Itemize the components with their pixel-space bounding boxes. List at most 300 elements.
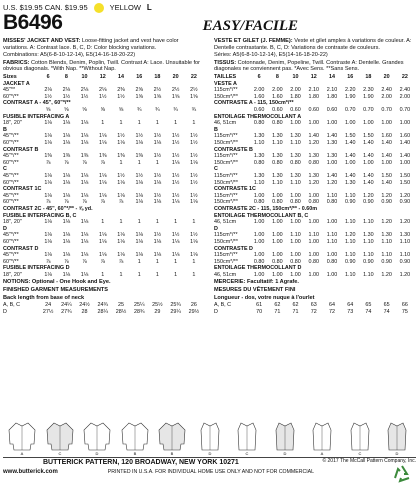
table-cell: ⅝ [118,107,124,114]
table-cell: 1⅜ [117,153,125,160]
table-cell: 1.10 [308,232,320,239]
table-cell: 1⅛ [62,252,71,259]
table-row [214,133,414,140]
row-label: 60"*/** [3,179,19,186]
brand-row [3,11,416,36]
section-heading-row [3,212,203,219]
table-cell: ⅞ [45,258,51,265]
table-cell: 1⅛ [117,192,125,199]
table-cell: ⅞ [64,159,69,166]
section-heading: CONTRAST B [3,146,39,153]
table-cell: ⅞ [100,159,106,166]
table-cell: 0.80 [272,258,283,265]
size-header: 6 [257,74,261,81]
difficulty-label: EASY/FACILE [202,18,298,35]
table-cell: 0.80 [308,199,320,206]
french-intro: VESTE ET GILET (J. FEMME): Veste et gilet amples à variations de couleur. A: Dentelle contrastante. B, C, D: Variations de contraste de couleurs. [214,38,412,51]
french-mercerie: MERCERIE: Facultatif: 1 Agrafe. [214,279,299,286]
table-cell: 0.80 [253,159,265,166]
section-heading: C [3,166,7,173]
table-cell: 1½ [153,172,162,179]
table-cell: 2.10 [308,87,320,94]
garment-sketch [5,420,39,456]
table-cell: 0.70 [344,107,356,114]
section-heading-row [3,186,203,193]
section-heading: ENTOILAGE THERMOCOLLANT A [214,113,302,120]
section-heading: D [214,225,218,232]
table-row [3,120,203,127]
table-cell: 1.30 [272,133,283,140]
table-cell: ⅞ [118,199,124,206]
table-cell: 26 [190,302,197,309]
table-cell: 1.30 [344,179,356,186]
table-cell: 1.40 [399,140,411,147]
table-cell: 1.30 [326,140,338,147]
table-cell: 1 [155,120,159,127]
table-cell: 1⅜ [44,153,52,160]
table-cell: 1.10 [363,271,374,278]
table-cell: 2½ [171,87,180,94]
table-cell: 1.20 [381,271,392,278]
table-cell: 2.00 [290,87,301,94]
row-label: 46, 51cm [214,271,237,278]
table-row [214,239,414,246]
recycle-icon [392,464,412,484]
size-header: 16 [136,74,143,81]
table-cell: 1⅝ [171,93,180,100]
size-header: 22 [190,74,197,81]
sketch-label: C [58,451,61,456]
table-cell: 1.00 [308,120,320,127]
table-cell: 1⅛ [190,199,198,206]
table-cell: 1.30 [290,153,301,160]
table-row [3,302,203,309]
table-cell: 1⅛ [153,179,162,186]
table-cell: 1.20 [363,192,374,199]
section-heading: ENTOILAGE THERMOCOLLANT B, C [214,212,309,219]
table-cell: 1.00 [363,120,374,127]
table-cell: 1 [137,258,141,265]
table-cell: 27½ [42,308,54,315]
table-cell: 1.20 [326,179,338,186]
table-cell: 0.80 [290,258,301,265]
row-label: 45"*/** [3,172,19,179]
section-heading: CONTRASTE D [214,245,253,252]
table-cell: 0.80 [272,199,283,206]
table-row [3,239,203,246]
french-combinations: Séries: A5(6-8-10-12-14), E5(14-16-18-20-22) [214,52,328,59]
table-cell: 1 [101,120,105,127]
section-heading-row [3,100,203,107]
table-cell: ⅞ [45,159,51,166]
table-cell: 1.30 [272,153,283,160]
table-cell: 63 [310,302,317,309]
table-cell: 71 [274,308,281,315]
table-cell: 1½ [153,133,162,140]
size-header: 10 [81,74,88,81]
table-cell: 1⅛ [80,238,89,245]
section-heading: CONTRAST D [3,245,39,252]
table-cell: 0.60 [253,107,265,114]
sketch-label: B [133,451,136,456]
table-cell: 64 [328,302,335,309]
table-cell: 0.80 [326,258,338,265]
garment-sketch [268,420,302,456]
table-cell: 1⅛ [135,140,143,147]
row-label: 60"*/** [3,238,19,245]
section-heading: D [3,225,7,232]
table-cell: 2⅛ [44,87,52,94]
table-cell: 65 [383,302,390,309]
table-cell: 1 [137,271,141,278]
table-cell: 1.40 [344,140,356,147]
section-heading: FUSIBLE INTERFACING B, C [3,212,77,219]
table-cell: 1½ [190,153,198,160]
table-cell: 2.40 [399,87,411,94]
french-fabrics: TISSUS: Cotonnade, Denim, Popeline, Twill. Contraste A: Dentelle. Grandes diagonales ne conviennent pas. *Avec Sens. **Sans Sens. [214,59,404,73]
table-cell: 1.00 [326,271,338,278]
table-cell: 1.10 [399,238,411,245]
table-cell: 1 [174,219,178,226]
row-label: 150cm*/** [214,140,238,147]
table-cell: 1.00 [363,159,374,166]
table-cell: 1⅛ [117,238,125,245]
table-cell: 25¾ [170,302,181,309]
table-cell: 1.00 [381,120,392,127]
table-row [214,120,414,127]
table-cell: ⅝ [45,107,51,114]
table-cell: 72 [310,308,317,315]
table-cell: 0.80 [308,159,320,166]
sketch-label: B [170,451,174,456]
section-heading-row [214,81,414,88]
table-cell: ⅞ [100,258,106,265]
table-cell: 0.90 [363,258,374,265]
table-cell: 1⅛ [62,219,71,226]
table-row [214,179,414,186]
table-cell: 0.90 [399,258,411,265]
table-cell: 1.00 [253,232,265,239]
size-letter: L [146,3,152,13]
table-cell: 1½ [190,140,198,147]
table-row [214,252,414,259]
table-row [3,140,203,147]
table-cell: 1½ [135,133,143,140]
english-yardage-table [3,74,203,278]
table-cell: 1 [119,271,123,278]
sketch-label: A [20,451,24,456]
table-cell: 1⅛ [153,199,162,206]
table-row [214,173,414,180]
table-cell: 1½ [171,192,180,199]
table-row [214,140,414,147]
table-cell: 1.00 [326,219,338,226]
table-cell: 1.10 [326,238,338,245]
table-cell: 70 [256,308,263,315]
table-cell: 1½ [62,93,71,100]
table-cell: 1.40 [363,179,374,186]
table-cell: 1.10 [344,252,356,259]
table-cell: 1.10 [272,140,283,147]
section-heading: CONTRASTE 1C [214,186,256,193]
table-cell: 0.90 [344,258,356,265]
table-cell: 28 [81,308,88,315]
table-cell: 1⅛ [171,252,180,259]
table-cell: ¾ [136,107,142,114]
row-label: 115cm*/** [214,87,238,94]
table-cell: 1.00 [326,159,338,166]
table-cell: 1.00 [253,252,265,259]
section-heading-row [214,186,414,193]
table-cell: 2.40 [381,87,392,94]
table-cell: 1.00 [308,238,320,245]
row-label: 115cm*/** [214,252,238,259]
table-row [3,173,203,180]
footer-legal-row [3,469,416,476]
sketch-label: C [358,451,362,456]
french-yardage [214,74,414,278]
table-cell: 1.40 [381,140,392,147]
table-cell: 1⅛ [44,238,52,245]
table-cell: 1.10 [363,252,374,259]
table-row [3,153,203,160]
table-cell: 1.20 [381,219,392,226]
table-cell: 1.30 [290,172,301,179]
copyright: © 2017 The McCall Pattern Company, Inc. [322,458,416,464]
table-cell: 1.40 [344,172,356,179]
table-cell: 1⅛ [117,252,125,259]
table-cell: 2⅛ [99,87,107,94]
table-cell: 1.00 [272,252,283,259]
table-cell: 1.10 [290,232,301,239]
french-yardage-table [214,74,414,278]
english-notions: NOTIONS: Optional - One Hook and Eye. [3,279,111,286]
table-cell: 1.40 [308,133,320,140]
sketch-label: D [95,451,99,456]
table-cell: 73 [347,308,354,315]
table-cell: 1⅛ [80,172,89,179]
row-label: 45"*/** [3,252,19,259]
table-cell: 1⅝ [135,93,143,100]
table-cell: 24 [45,302,52,309]
table-cell: 2.30 [363,87,374,94]
table-cell: 1 [155,219,159,226]
table-cell: ¾ [173,107,178,114]
row-label: 45"*/** [3,133,19,140]
section-heading: CONTRAST 2C - 45", 60"*/** - ⅝ yd. [3,205,93,212]
table-cell: 0.70 [381,107,392,114]
row-label: 150cm*/** [214,258,238,265]
row-label: 60"*/** [3,140,19,147]
table-cell: 1.00 [290,120,301,127]
table-cell: 0.80 [272,120,283,127]
table-cell: 2.00 [272,87,283,94]
table-row [3,94,203,101]
english-intro: MISSES' JACKET AND VEST: Loose-fitting jacket and vest have color variations. A: Contrast lace. B, C, D: Color blocking variations. [3,38,179,51]
row-label: 45"*/** [3,232,19,239]
table-row [3,179,203,186]
table-cell: 1½ [171,172,180,179]
row-label: 18", 20" [3,271,22,278]
table-cell: 1.50 [344,133,356,140]
table-cell: 1 [137,120,141,127]
table-cell: 1.40 [381,179,392,186]
table-cell: 1⅛ [80,179,89,186]
section-heading-row [3,166,203,173]
table-cell: 24¼ [61,302,72,309]
row-label: 46, 51cm [214,120,237,127]
table-cell: 25 [117,302,124,309]
table-cell: 1.00 [253,271,265,278]
table-cell: 1 [101,219,105,226]
table-cell: ⅞ [100,199,106,206]
table-cell: 0.90 [381,258,392,265]
table-cell: 1½ [117,93,125,100]
section-heading-row [3,265,203,272]
table-cell: 1⅛ [80,219,89,226]
row-label: 45"** [3,87,16,94]
table-cell: 1½ [171,232,180,239]
table-cell: 1⅛ [44,133,52,140]
table-cell: 2.00 [381,93,392,100]
table-cell: 1⅛ [99,232,107,239]
section-heading-row [214,265,414,272]
garment-sketch [43,420,77,456]
section-heading-row [214,226,414,233]
size-header: 20 [172,74,179,81]
table-cell: 1.00 [253,192,265,199]
size-header: 14 [117,74,124,81]
french-finished-label: MESURES DU VÊTEMENT FINI [214,286,296,293]
table-cell: 29½ [188,308,200,315]
table-cell: 1⅛ [44,140,52,147]
table-cell: 1.10 [344,192,356,199]
table-cell: 1.00 [253,238,265,245]
table-cell: 0.80 [308,258,320,265]
table-row [214,259,414,266]
garment-sketch [380,420,414,456]
garment-sketch [305,420,339,456]
table-cell: 1.00 [272,238,283,245]
table-cell: 1.50 [399,172,411,179]
row-label: 18", 20" [3,219,22,226]
table-cell: 0.90 [399,199,411,206]
section-heading: VESTE A [214,80,237,87]
table-cell: 1⅝ [190,93,198,100]
row-label: 150cm*/** [214,238,238,245]
table-cell: 1 [192,219,196,226]
table-cell: 1.80 [290,93,301,100]
table-cell: 1⅛ [135,199,143,206]
table-cell: 1.20 [399,271,411,278]
garment-sketch [230,420,264,456]
table-cell: 1 [192,271,196,278]
table-cell: 1⅛ [117,232,125,239]
table-cell: 1.90 [344,93,356,100]
table-cell: 1.00 [290,271,301,278]
table-cell: 1⅛ [99,133,107,140]
table-cell: 66 [401,302,408,309]
table-cell: 0.90 [344,199,356,206]
row-label: 60"*/** [3,93,19,100]
table-cell: 1 [119,120,123,127]
table-cell: 1⅛ [62,133,71,140]
table-cell: 24½ [79,302,90,309]
table-cell: 1.20 [381,192,392,199]
table-cell: 1.30 [326,153,338,160]
section-heading: B [214,126,218,133]
table-cell: 0.80 [253,120,265,127]
section-heading-row [214,100,414,107]
table-cell: 1½ [99,93,107,100]
table-cell: 1⅛ [80,133,89,140]
table-cell: 74 [365,308,372,315]
section-heading-row [214,206,414,213]
table-cell: 1.10 [326,192,338,199]
size-header: 8 [64,74,68,81]
size-header: 16 [347,74,354,81]
table-cell: 0.90 [381,199,392,206]
size-header: 12 [99,74,106,81]
table-cell: 0.70 [399,107,411,114]
table-cell: 1½ [190,179,198,186]
table-cell: 1⅛ [62,192,71,199]
table-row [3,232,203,239]
table-cell: 1⅛ [190,238,198,245]
table-row [3,87,203,94]
table-cell: 25¼ [133,302,145,309]
garment-sketch [118,420,152,456]
table-cell: 1.30 [399,232,411,239]
row-label: 45"*/** [3,192,19,199]
table-cell: 0.70 [363,107,374,114]
row-label: 150cm*/** [214,93,238,100]
table-cell: 1 [137,159,141,166]
table-cell: 1½ [117,172,125,179]
table-cell: ⅞ [118,258,124,265]
table-cell: 1.20 [344,232,356,239]
table-cell: 1.20 [399,192,411,199]
pattern-number: B6496 [3,11,63,35]
table-cell: 1⅛ [135,238,143,245]
table-cell: 1½ [153,192,162,199]
row-label: 60"*/** [3,258,19,265]
table-cell: 1 [174,258,178,265]
table-cell: 1.40 [326,133,338,140]
section-heading: CONTRAST A - 45", 60"*/** [3,100,71,107]
table-cell: 61 [256,302,263,309]
size-header: 14 [328,74,335,81]
table-cell: 1.60 [399,133,411,140]
table-cell: 0.60 [272,107,283,114]
table-cell: 1⅛ [171,159,180,166]
row-label: 115cm*/** [214,192,238,199]
table-cell: 1⅛ [80,120,89,127]
yellow-dot-icon [94,3,104,13]
table-cell: 2.00 [399,93,411,100]
table-cell: 1½ [190,192,198,199]
table-row [214,160,414,167]
table-cell: 1½ [80,93,89,100]
table-cell: 1⅛ [44,252,52,259]
row-label: 115cm*/** [214,133,238,140]
table-cell: 28½ [115,308,127,315]
table-cell: 1⅛ [171,199,180,206]
table-row [3,133,203,140]
row-label: 18", 20" [3,120,22,127]
size-header: 20 [383,74,390,81]
table-cell: 1.40 [363,140,374,147]
